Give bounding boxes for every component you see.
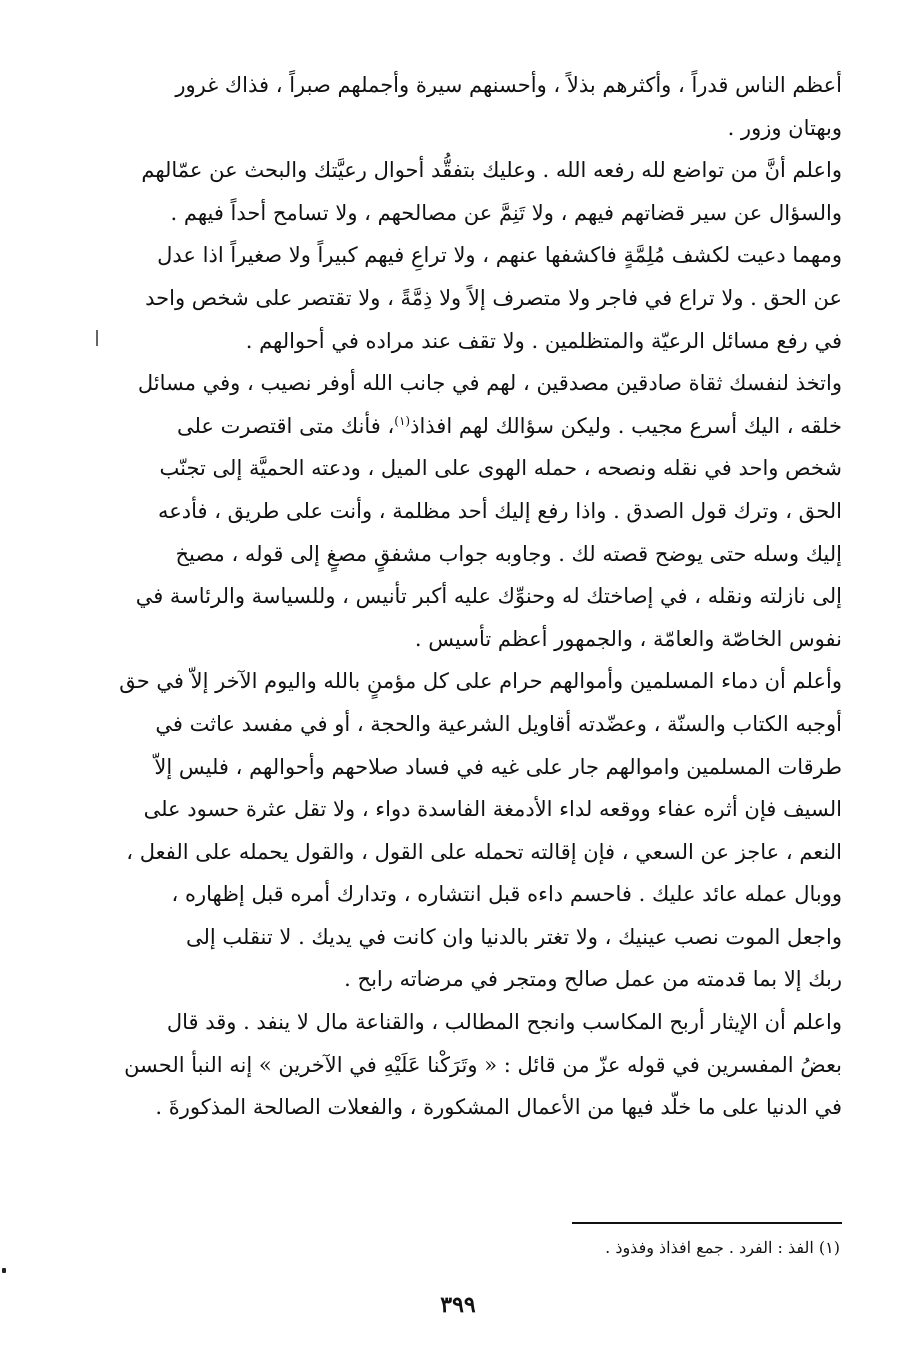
paragraph-4: وأعلم أن دماء المسلمين وأموالهم حرام على كل مؤمنٍ بالله واليوم الآخر إلاّ في حق أوجبه الكتاب والسنّة ، وعضّدته أقاويل الشرعية والحجة ، أو في مفسد عاثت في طرقات المسلمين واموالهم جار على غيه في فساد صلاحهم وأحوالهم ، فليس إلاّ السيف فإن أثره عفاء ووقعه لداء الأدمغة الفاسدة دواء ، ولا تقل عثرة حسود على النعم ، عاجز عن السعي ، فإن إقالته تحمله على القول ، والقول يحمله على الفعل ، ووبال عمله عائد عليك . فاحسم داءه قبل انتشاره ، وتدارك أمره قبل إظهاره ، واجعل الموت نصب عينيك ، ولا تغتر بالدنيا وان كانت في يديك . لا تنقلب إلى ربك إلا بما قدمته من عمل صالح ومتجر في مرضاته رابح . (119, 669, 842, 992)
paragraph-3-part-a: واتخذ لنفسك ثقاة صادقين مصدقين ، لهم في جانب الله أوفر نصيب ، وفي مسائل خلقه ، اليك أسرع مجيب . وليكن سؤالك لهم افذاذ (137, 371, 842, 438)
paragraph-1: أعظم الناس قدراً ، وأكثرهم بذلاً ، وأحسنهم سيرة وأجملهم صبراً ، فذاك غرور وبهتان وزور . (175, 73, 842, 140)
footnote: (١) الفذ : الفرد . جمع افذاذ وفذوذ . (605, 1238, 840, 1257)
page-number: ٣٩٩ (440, 1292, 476, 1318)
paragraph-5: واعلم أن الإيثار أربح المكاسب وانجح المطالب ، والقناعة مال لا ينفد . وقد قال بعضُ المفسرين في قوله عزّ من قائل : « وتَرَكْنا عَلَيْهِ في الآخرين » إنه النبأ الحسن في الدنيا على ما خلّد فيها من الأعمال المشكورة ، والفعلات الصالحة المذكورةَ . (124, 1010, 842, 1120)
paragraph-3 (100, 362, 842, 660)
main-text-block (100, 64, 842, 1129)
footnote-separator-rule (572, 1222, 842, 1224)
paragraph-3-part-b: ، فأنك متى اقتصرت على شخص واحد في نقله ونصحه ، حمله الهوى على الميل ، ودعته الحميَّة إلى تجنّب الحق ، وترك قول الصدق . واذا رفع إليك أحد مظلمة ، وأنت على طريق ، فأدعه إليك وسله حتى يوضح قصته لك . وجاوبه جواب مشفقٍ مصغٍ إلى قوله ، مصيخ إلى نازلته ونقله ، في إصاختك له وحنوِّك عليه أكبر تأنيس ، وللسياسة والرئاسة في نفوس الخاصّة والعامّة ، والجمهور أعظم تأسيس . (135, 413, 842, 651)
paragraph-2: واعلم أنَّ من تواضع لله رفعه الله . وعليك بتفقُّد أحوال رعيَّتك والبحث عن عمّالهم والسؤال عن سير قضاتهم فيهم ، ولا تَنِمَّ عن مصالحهم ، ولا تسامح أحداً فيهم . ومهما دعيت لكشف مُلِمَّةٍ فاكشفها عنهم ، ولا تراعِ فيهم كبيراً ولا صغيراً اذا عدل عن الحق . ولا تراع في فاجر ولا متصرف إلاً ولا ذِمَّةً ، ولا تقتصر على شخص واحد في رفع مسائل الرعيّة والمتظلمين . ولا تقف عند مراده في أحوالهم . (141, 158, 842, 353)
margin-mark (96, 330, 98, 346)
scan-speck (2, 1268, 6, 1273)
footnote-reference-marker[interactable]: (١) (394, 413, 411, 428)
